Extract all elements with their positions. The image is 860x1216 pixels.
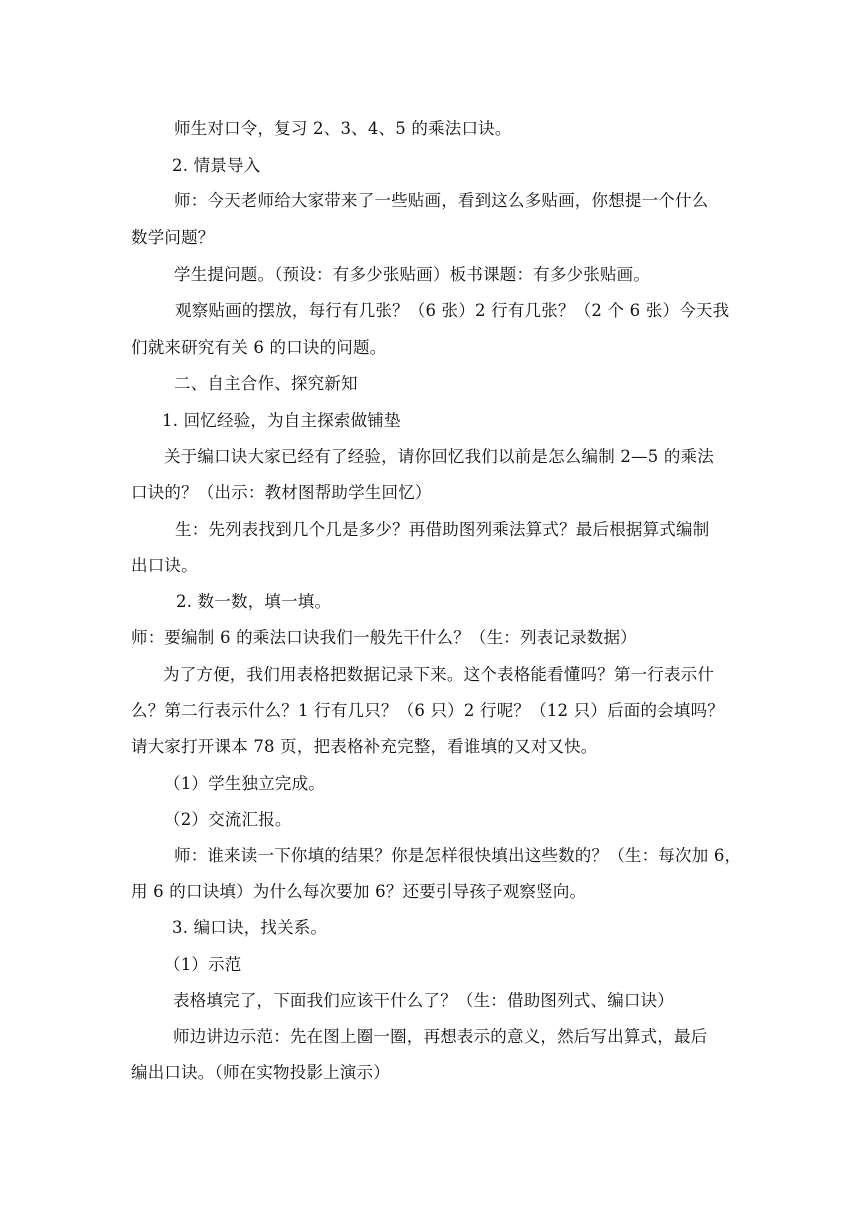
text-line-observe: 观察贴画的摆放，每行有几张？（6 张）2 行有几张？（2 个 6 张）今天我 [175,301,730,320]
text-line-review: 师生对口令，复习 2、3、4、5 的乘法口诀。 [174,119,512,138]
heading-recall-experience: 1. 回忆经验，为自主探索做铺垫 [162,411,401,430]
text-line-teacher-demo: 师边讲边示范：先在图上圈一圈，再想表示的意义，然后写出算式，最后 [173,1027,708,1046]
text-line-recall-cont: 口诀的？（出示：教材图帮助学生回忆） [131,483,432,502]
text-line-teacher-read: 师：谁来读一下你填的结果？你是怎样很快填出这些数的？（生：每次加 6， [174,846,742,865]
heading-make-rhyme: 3. 编口诀，找关系。 [172,918,328,937]
text-line-students-ask: 学生提问题。（预设：有多少张贴画）板书课题：有多少张贴画。 [174,265,651,284]
heading-situation-intro: 2. 情景导入 [172,156,261,175]
text-line-recall: 关于编口诀大家已经有了经验，请你回忆我们以前是怎么编制 2—5 的乘法 [164,447,714,466]
text-line-table-done: 表格填完了，下面我们应该干什么了？（生：借助图列式、编口诀） [173,991,674,1010]
text-line-observe-cont: 们就来研究有关 6 的口诀的问题。 [131,338,387,357]
heading-count-fill: 2. 数一数，填一填。 [176,592,332,611]
text-line-step-1: （1）学生独立完成。 [164,774,325,793]
text-line-table: 为了方便，我们用表格把数据记录下来。这个表格能看懂吗？第一行表示什 [163,665,715,684]
text-line-teacher-six: 师：要编制 6 的乘法口诀我们一般先干什么？（生：列表记录数据） [131,628,637,647]
text-line-teacher-question-cont: 数学问题？ [131,228,215,247]
text-line-step-2: （2）交流汇报。 [164,810,292,829]
text-line-table-cont: 么？第二行表示什么？1 行有几只？（6 只）2 行呢？（12 只）后面的会填吗？ [131,701,724,720]
text-line-student-answer: 生：先列表找到几个几是多少？再借助图列乘法算式？最后根据算式编制 [175,520,710,539]
text-line-student-answer-cont: 出口诀。 [131,556,198,575]
text-line-open-book: 请大家打开课本 78 页，把表格补充完整，看谁填的又对又快。 [131,737,598,756]
text-line-demo: （1）示范 [164,955,242,974]
text-line-teacher-demo-cont: 编出口诀。（师在实物投影上演示） [131,1063,390,1082]
text-line-teacher-question: 师：今天老师给大家带来了一些贴画，看到这么多贴画，你想提一个什么 [174,191,709,210]
heading-section-two: 二、自主合作、探究新知 [174,374,358,393]
text-line-teacher-read-cont: 用 6 的口诀填）为什么每次要加 6？还要引导孩子观察竖向。 [131,882,587,901]
